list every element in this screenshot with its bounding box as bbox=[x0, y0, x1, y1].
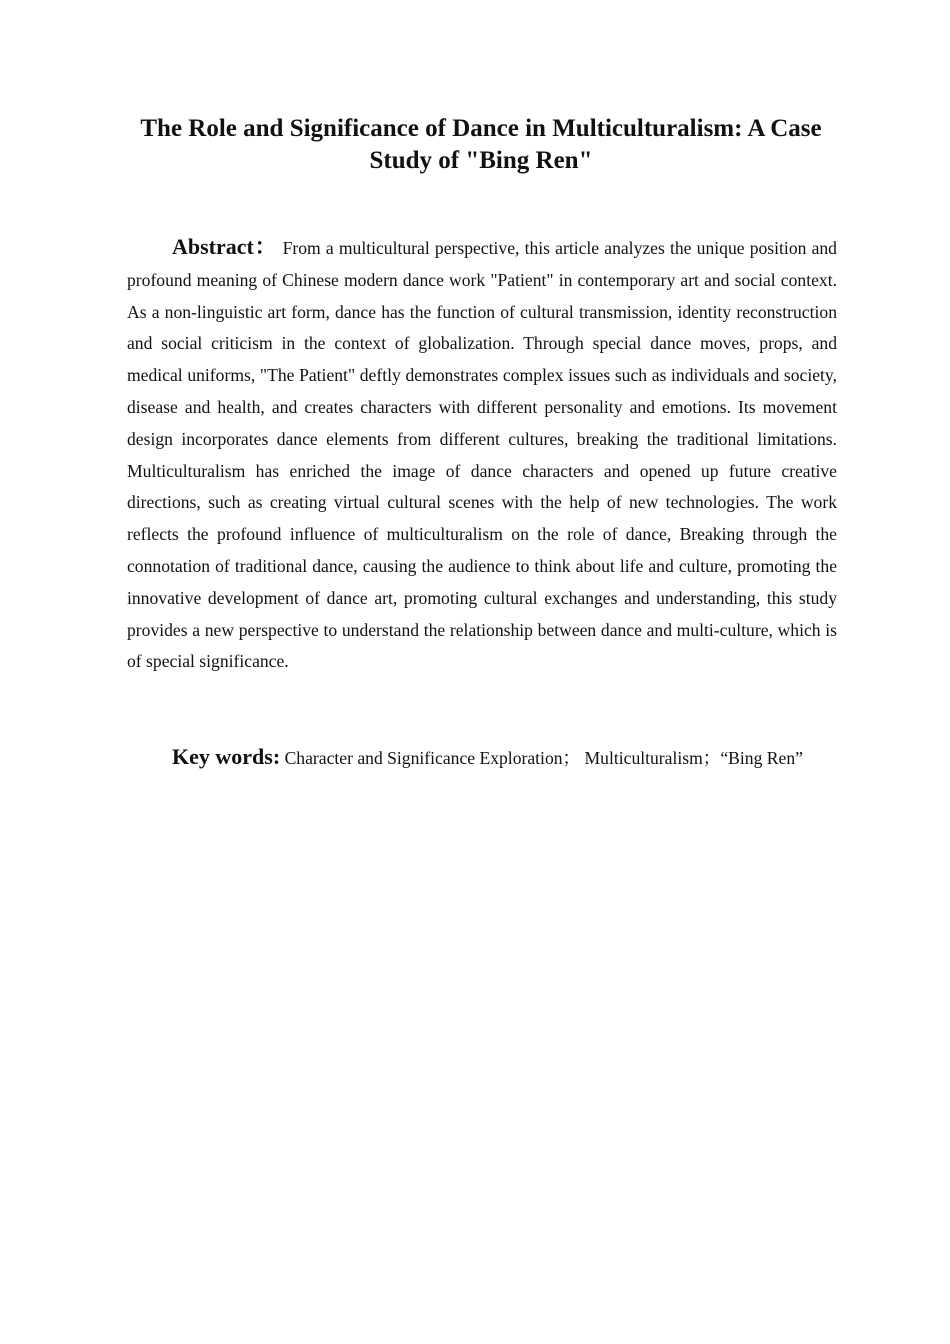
paper-title: The Role and Significance of Dance in Multiculturalism: A Case Study of "Bing Ren" bbox=[140, 115, 822, 174]
abstract-label: Abstract： bbox=[172, 234, 278, 259]
keywords-paragraph bbox=[127, 741, 837, 775]
keywords-text: Character and Significance Exploration； Multiculturalism；“Bing Ren” bbox=[284, 748, 803, 768]
abstract-paragraph bbox=[127, 231, 837, 678]
keywords-label: Key words: bbox=[172, 744, 281, 769]
abstract-text: From a multicultural perspective, this article analyzes the unique position and profound meaning of Chinese modern dance work "Patient" in contemporary art and social context. As a non-linguistic art form, dance has the function of cultural transmission, identity reconstruction and social criticism in the context of globalization. Through special dance moves, props, and medical uniforms, "The Patient" deftly demonstrates complex issues such as individuals and society, disease and health, and creates characters with different personality and emotions. Its movement design incorporates dance elements from different cultures, breaking the traditional limitations. Multiculturalism has enriched the image of dance characters and opened up future creative directions, such as creating virtual cultural scenes with the help of new technologies. The work reflects the profound influence of multiculturalism on the role of dance, Breaking through the connotation of traditional dance, causing the audience to think about life and culture, promoting the innovative development of dance art, promoting cultural exchanges and understanding, this study provides a new perspective to understand the relationship between dance and multi-culture, which is of special significance. bbox=[127, 238, 837, 672]
